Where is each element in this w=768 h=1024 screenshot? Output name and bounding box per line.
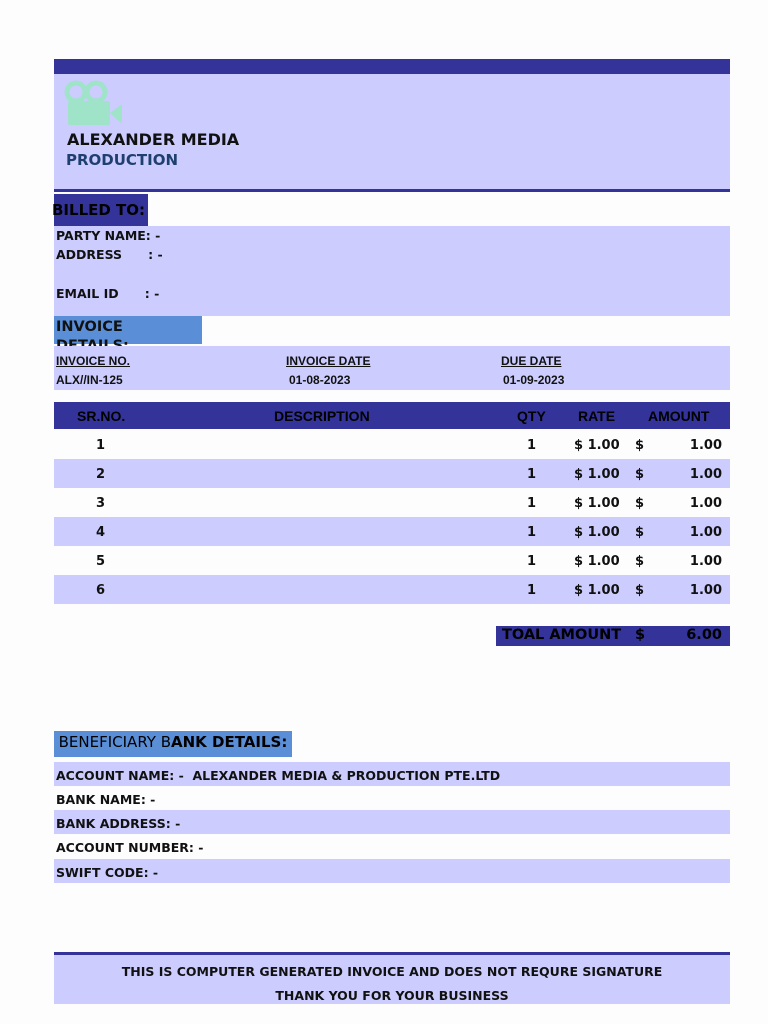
- row-amount: 1.00: [689, 438, 722, 453]
- row-rate: $ 1.00: [574, 467, 620, 482]
- invoice-no-label: INVOICE NO.: [56, 354, 131, 368]
- row-amount: 1.00: [689, 554, 722, 569]
- row-rate: $ 1.00: [574, 496, 620, 511]
- items-table-header: [54, 402, 730, 429]
- account-number: ACCOUNT NUMBER: -: [56, 840, 204, 855]
- swift-code: SWIFT CODE: -: [56, 865, 159, 880]
- bank-label-part1: BENEFICIARY B: [58, 733, 172, 751]
- row-amount: 1.00: [689, 496, 722, 511]
- row-srno: 4: [96, 525, 106, 540]
- row-amount: 1.00: [689, 583, 722, 598]
- billed-to-label: BILLED TO:: [52, 201, 146, 219]
- row-qty: 1: [527, 438, 537, 453]
- header-rate: RATE: [578, 408, 616, 424]
- table-row: [54, 517, 730, 546]
- row-qty: 1: [527, 525, 537, 540]
- total-amount-label: TOAL AMOUNT: [502, 627, 622, 643]
- bank-details-label: [54, 733, 292, 751]
- party-name: PARTY NAME: -: [56, 228, 161, 243]
- row-qty: 1: [527, 583, 537, 598]
- bank-row-account-number: [54, 834, 730, 858]
- row-rate: $ 1.00: [574, 583, 620, 598]
- row-amount: 1.00: [689, 525, 722, 540]
- row-currency: $: [635, 554, 645, 569]
- row-currency: $: [635, 583, 645, 598]
- table-row: [54, 575, 730, 604]
- row-srno: 5: [96, 554, 106, 569]
- header-description: DESCRIPTION: [274, 408, 370, 424]
- total-amount-box: [496, 626, 730, 646]
- due-date-value: 01-09-2023: [503, 373, 565, 387]
- party-email: EMAIL ID : -: [56, 286, 160, 301]
- row-qty: 1: [527, 496, 537, 511]
- party-address: ADDRESS : -: [56, 247, 163, 262]
- header-amount: AMOUNT: [648, 408, 710, 424]
- row-srno: 3: [96, 496, 106, 511]
- invoice-date-label: INVOICE DATE: [286, 354, 371, 368]
- header-qty: QTY: [517, 408, 546, 424]
- row-srno: 6: [96, 583, 106, 598]
- row-rate: $ 1.00: [574, 438, 620, 453]
- billed-to-block: [54, 226, 730, 316]
- invoice-date-value: 01-08-2023: [289, 373, 351, 387]
- row-rate: $ 1.00: [574, 525, 620, 540]
- row-amount: 1.00: [689, 467, 722, 482]
- table-row: [54, 459, 730, 488]
- row-rate: $ 1.00: [574, 554, 620, 569]
- invoice-no-value: ALX//IN-125: [56, 373, 123, 387]
- invoice-footer: [54, 952, 730, 1004]
- company-subname: PRODUCTION: [66, 151, 179, 169]
- footer-line-2: THANK YOU FOR YOUR BUSINESS: [275, 988, 509, 1003]
- row-currency: $: [635, 525, 645, 540]
- bank-label-part2: ANK DETAILS:: [171, 733, 288, 751]
- company-name: ALEXANDER MEDIA: [67, 130, 240, 149]
- row-qty: 1: [527, 467, 537, 482]
- movie-camera-icon: [64, 80, 126, 128]
- row-currency: $: [635, 438, 645, 453]
- invoice-details-block: [54, 346, 730, 390]
- table-row: [54, 488, 730, 517]
- bank-address: BANK ADDRESS: -: [56, 816, 181, 831]
- row-srno: 1: [96, 438, 106, 453]
- table-row: [54, 546, 730, 575]
- bank-row-bank-name: [54, 786, 730, 810]
- header-srno: SR.NO.: [77, 408, 126, 424]
- row-currency: $: [635, 496, 645, 511]
- total-amount-value: 6.00: [686, 627, 722, 643]
- bank-row-bank-address: [54, 810, 730, 834]
- bank-name: BANK NAME: -: [56, 792, 156, 807]
- row-qty: 1: [527, 554, 537, 569]
- invoice-details-label: INVOICE: [56, 319, 123, 335]
- table-row: [54, 430, 730, 459]
- bank-row-account-name: [54, 762, 730, 786]
- total-currency: $: [635, 627, 646, 643]
- header-top-bar: [54, 59, 730, 74]
- footer-line-1: THIS IS COMPUTER GENERATED INVOICE AND DOES NOT REQURE SIGNATURE: [121, 964, 663, 979]
- bank-row-swift-code: [54, 859, 730, 883]
- row-currency: $: [635, 467, 645, 482]
- due-date-label: DUE DATE: [501, 354, 562, 368]
- row-srno: 2: [96, 467, 106, 482]
- account-name: ACCOUNT NAME: - ALEXANDER MEDIA & PRODUCTION PTE.LTD: [56, 768, 501, 783]
